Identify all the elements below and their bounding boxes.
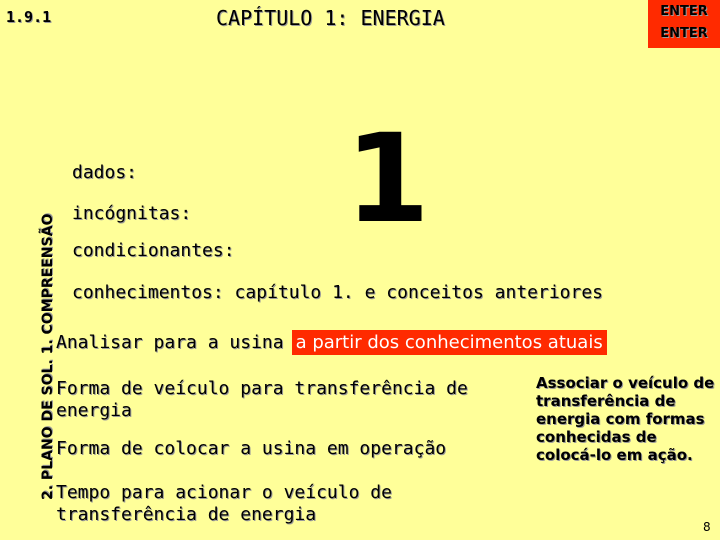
task-operacao: Forma de colocar a usina em operação xyxy=(56,438,447,459)
item-dados: dados: xyxy=(72,162,138,183)
page-number: 8 xyxy=(703,520,711,534)
side-note: Associar o veículo de transferência de energia com formas conhecidas de colocá-lo em ação. xyxy=(536,374,715,464)
analysis-highlight: a partir dos conhecimentos atuais xyxy=(292,330,607,355)
item-condicionantes: condicionantes: xyxy=(72,240,235,261)
item-conhecimentos: conhecimentos: capítulo 1. e conceitos anteriores xyxy=(72,282,604,303)
chapter-title: CAPÍTULO 1: ENERGIA xyxy=(216,6,445,30)
enter-button[interactable]: ENTER xyxy=(660,4,708,19)
analysis-prefix: Analisar para a usina xyxy=(56,332,284,353)
task-veiculo: Forma de veículo para transferência de energia xyxy=(56,378,468,421)
enter-button-secondary[interactable]: ENTER xyxy=(660,26,708,41)
item-incognitas: incógnitas: xyxy=(72,203,192,224)
task-tempo: Tempo para acionar o veículo de transferência de energia xyxy=(56,482,392,525)
section-number: 1.9.1 xyxy=(6,8,52,26)
big-number: 1 xyxy=(345,108,430,250)
vertical-section-label: 2. PLANO DE SOL. 1. COMPREENSÃO xyxy=(40,213,56,500)
analysis-row xyxy=(56,330,607,355)
enter-button-group xyxy=(648,0,720,48)
